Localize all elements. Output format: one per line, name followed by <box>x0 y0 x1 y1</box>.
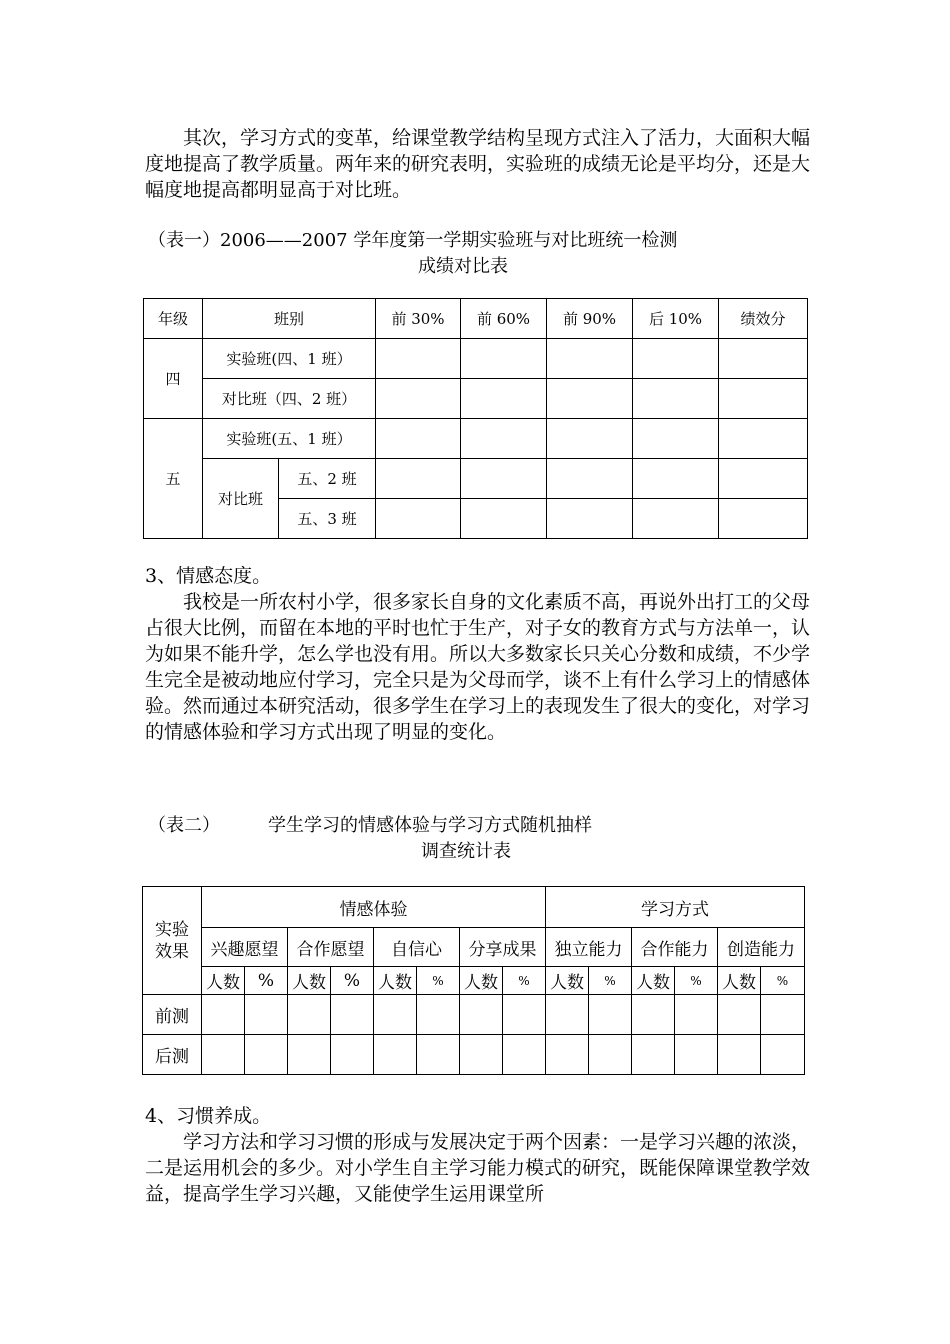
table-row <box>144 379 808 419</box>
table1-caption-line1: （表一）2006——2007 学年度第一学期实验班与对比班统一检测 <box>148 230 678 251</box>
table1-header-row <box>144 299 808 339</box>
header-class: 班别 <box>203 299 376 339</box>
sub-cooperation-wish: 合作愿望 <box>288 928 374 967</box>
table-row <box>144 339 808 379</box>
table2-caption-line2: 调查统计表 <box>421 841 511 862</box>
corner-cell <box>143 887 202 995</box>
table1-caption-line2: 成绩对比表 <box>418 256 508 277</box>
corner-line2: 效果 <box>155 941 189 962</box>
unit-people: 人数 <box>374 967 417 995</box>
table-row <box>143 995 805 1035</box>
unit-percent: % <box>761 967 805 995</box>
table2-unit-row <box>143 967 805 995</box>
unit-percent: % <box>245 967 288 995</box>
class-cell: 对比班（四、2 班） <box>203 379 376 419</box>
unit-percent: % <box>417 967 460 995</box>
emotion-survey-table <box>142 886 805 1075</box>
sub-interest: 兴趣愿望 <box>202 928 288 967</box>
class-cell: 实验班(四、1 班） <box>203 339 376 379</box>
unit-people: 人数 <box>632 967 675 995</box>
unit-people: 人数 <box>288 967 331 995</box>
group-method: 学习方式 <box>546 887 805 928</box>
class-cell: 五、2 班 <box>279 459 376 499</box>
grade-5-cell: 五 <box>144 419 203 539</box>
table-row <box>144 459 808 499</box>
header-top30: 前 30% <box>376 299 461 339</box>
unit-people: 人数 <box>202 967 245 995</box>
class-cell: 实验班(五、1 班） <box>203 419 376 459</box>
header-bottom10: 后 10% <box>633 299 719 339</box>
section4-heading: 4、习惯养成。 <box>145 1105 272 1127</box>
row-label-pretest: 前测 <box>143 995 202 1035</box>
unit-percent: % <box>675 967 718 995</box>
sub-cooperation-ability: 合作能力 <box>632 928 718 967</box>
control-group-cell: 对比班 <box>203 459 279 539</box>
score-comparison-table <box>143 298 808 539</box>
table2-sub-row <box>143 928 805 967</box>
class-cell: 五、3 班 <box>279 499 376 539</box>
table2-group-row <box>143 887 805 928</box>
unit-people: 人数 <box>460 967 503 995</box>
unit-percent: % <box>589 967 632 995</box>
table2-caption-title: 学生学习的情感体验与学习方式随机抽样 <box>268 815 592 836</box>
table-row <box>143 1035 805 1075</box>
table2-caption-label: （表二） <box>148 815 220 836</box>
header-score: 绩效分 <box>719 299 808 339</box>
unit-people: 人数 <box>718 967 761 995</box>
unit-percent: % <box>331 967 374 995</box>
section3-body: 我校是一所农村小学，很多家长自身的文化素质不高，再说外出打工的父母占很大比例，而留在本地的平时也忙于生产，对子女的教育方式与方法单一，认为如果不能升学，怎么学也没有用。所以大多数家长只关心分数和成绩，不少学生完全是被动地应付学习，完全只是为父母而学，谈不上有什么学习上的情感体验。然而通过本研究活动，很多学生在学习上的表现发生了很大的变化，对学习的情感体验和学习方式出现了明显的变化。 <box>145 591 811 743</box>
row-label-posttest: 后测 <box>143 1035 202 1075</box>
sub-confidence: 自信心 <box>374 928 460 967</box>
unit-percent: % <box>503 967 546 995</box>
section3-heading: 3、情感态度。 <box>145 565 272 587</box>
header-top60: 前 60% <box>461 299 547 339</box>
corner-line1: 实验 <box>155 919 189 940</box>
paragraph-intro: 其次，学习方式的变革，给课堂教学结构呈现方式注入了活力，大面积大幅度地提高了教学质量。两年来的研究表明，实验班的成绩无论是平均分，还是大幅度地提高都明显高于对比班。 <box>145 127 811 201</box>
sub-independence: 独立能力 <box>546 928 632 967</box>
sub-sharing: 分享成果 <box>460 928 546 967</box>
header-grade: 年级 <box>144 299 203 339</box>
sub-creativity: 创造能力 <box>718 928 805 967</box>
group-emotion: 情感体验 <box>202 887 546 928</box>
section4-body: 学习方法和学习习惯的形成与发展决定于两个因素：一是学习兴趣的浓淡，二是运用机会的多少。对小学生自主学习能力模式的研究，既能保障课堂教学效益，提高学生学习兴趣，又能使学生运用课堂所 <box>145 1131 811 1205</box>
table-row <box>144 419 808 459</box>
grade-4-cell: 四 <box>144 339 203 419</box>
header-top90: 前 90% <box>547 299 633 339</box>
unit-people: 人数 <box>546 967 589 995</box>
